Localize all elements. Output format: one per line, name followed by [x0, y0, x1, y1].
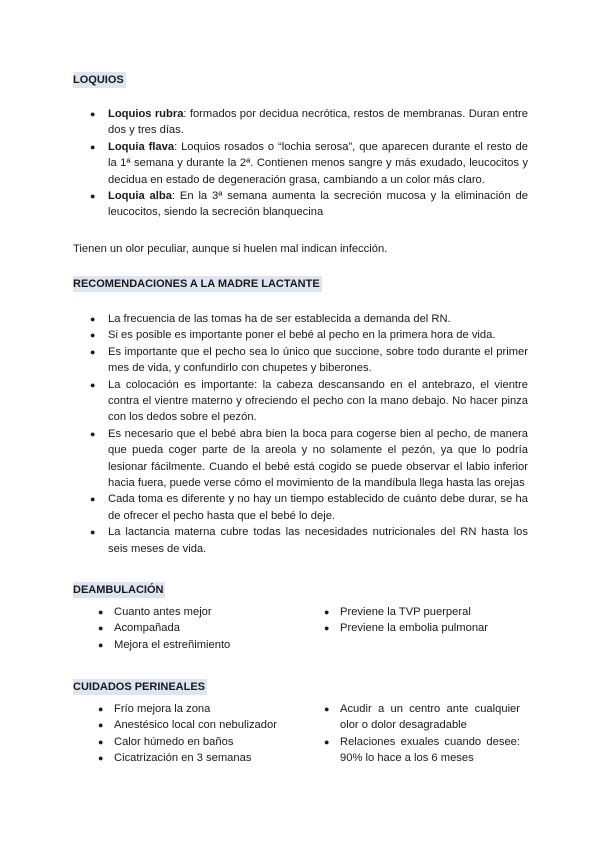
bullet-icon: ● — [90, 527, 96, 538]
section-heading-cuidados: CUIDADOS PERINEALES — [73, 681, 206, 693]
list-item: ● Es necesario que el bebé abra bien la boca para cogerse bien al pecho, de manera que pueda coger parte de la areola y no solamente el pezón, ya que lo podría lesionar fácilmente. Cuando el bebé está cogido se puede observar el labio inferior hacia fuera, puede verse cómo el movimiento de la mandíbula llega hasta las orejas — [90, 427, 528, 490]
bullet-icon: ● — [98, 753, 104, 764]
list-item: ● Cada toma es diferente y no hay un tiempo establecido de cuánto debe durar, se ha de ofrecer el pecho hasta que el bebé lo deje. — [90, 493, 528, 522]
deambulacion-left-list — [88, 604, 303, 653]
list-item: ● La frecuencia de las tomas ha de ser establecida a demanda del RN. — [73, 311, 528, 327]
list-item: ● Acudir a un centro ante cualquier olor o dolor desagradable — [324, 703, 520, 732]
bullet-icon: ● — [324, 623, 330, 634]
bullet-icon: ● — [324, 704, 330, 714]
section-heading-recomendaciones: RECOMENDACIONES A LA MADRE LACTANTE — [73, 278, 320, 290]
list-item: ● La colocación es importante: la cabeza descansando en el antebrazo, el vientre contra el vientre materno y ofreciendo el pecho con la mano debajo. No hacer pinza con los dedos sobre el pezón. — [90, 378, 528, 424]
list-item — [73, 106, 528, 139]
bullet-icon: ● — [98, 720, 104, 731]
list-item: ● Si es posible es importante poner el bebé al pecho en la primera hora de vida. — [73, 327, 528, 343]
list-item: ● Cicatrización en 3 semanas — [88, 750, 303, 766]
definition: : formados por decidua necrótica, restos de membranas. Duran entre dos y tres días. — [108, 108, 528, 137]
list-item: ● Frío mejora la zona — [88, 701, 303, 717]
loquios-note: Tienen un olor peculiar, aunque si huelen mal indican infección. — [73, 243, 388, 255]
term: Loquios rubra — [108, 108, 184, 120]
bullet-icon: ● — [98, 623, 104, 634]
list-item: ● Cuanto antes mejor — [88, 604, 303, 620]
bullet-icon: ● — [90, 330, 96, 341]
bullet-icon: ● — [98, 639, 104, 650]
list-item — [73, 139, 528, 188]
bullet-icon: ● — [90, 379, 96, 390]
list-item: ● Anestésico local con nebulizador — [88, 717, 303, 733]
bullet-icon: ● — [98, 736, 104, 747]
bullet-icon: ● — [90, 191, 96, 202]
section-heading-loquios: LOQUIOS — [73, 74, 124, 86]
list-item: ● Mejora el estreñimiento — [88, 637, 303, 653]
list-item: ● Previene la embolia pulmonar — [314, 620, 529, 636]
loquios-list — [73, 106, 528, 221]
bullet-icon: ● — [98, 607, 104, 617]
bullet-icon: ● — [90, 109, 96, 119]
section-heading-deambulacion: DEAMBULACIÓN — [73, 584, 164, 596]
term: Loquia alba — [108, 190, 172, 203]
list-item: ● Previene la TVP puerperal — [314, 604, 529, 620]
definition: : En la 3ª semana aumenta la secreción mucosa y la eliminación de leucocitos, siendo la secreción blanquecina — [108, 190, 528, 219]
cuidados-left-list — [88, 701, 303, 767]
bullet-icon: ● — [98, 704, 104, 714]
bullet-icon: ● — [90, 141, 96, 152]
list-item: ● Es importante que el pecho sea lo único que succione, sobre todo durante el primer mes de vida, y confundirlo con chupetes y biberones. — [90, 345, 528, 375]
list-item: ● Relaciones exuales cuando desee: 90% lo hace a los 6 meses — [324, 735, 520, 765]
bullet-icon: ● — [90, 346, 96, 357]
term: Loquia flava — [108, 140, 175, 153]
list-item: ● Acompañada — [88, 620, 303, 636]
bullet-icon: ● — [324, 607, 330, 617]
list-item: ● Calor húmedo en baños — [88, 734, 303, 750]
bullet-icon: ● — [90, 314, 96, 324]
bullet-icon: ● — [90, 494, 96, 505]
cuidados-right-list — [314, 701, 520, 767]
bullet-icon: ● — [90, 428, 96, 439]
definition: : Loquios rosados o “lochia serosa”, que aparecen durante el resto de la 1ª semana y durante la 2ª. Contienen menos sangre y más exudado, leucocitos y decidua en estado de degeneración grasa, cambiando a un color más claro. — [108, 140, 528, 186]
deambulacion-right-list — [314, 604, 529, 637]
bullet-icon: ● — [324, 736, 330, 747]
list-item — [73, 188, 528, 221]
list-item: ● La lactancia materna cubre todas las necesidades nutricionales del RN hasta los seis meses de vida. — [90, 526, 528, 555]
recomendaciones-list — [73, 311, 528, 557]
